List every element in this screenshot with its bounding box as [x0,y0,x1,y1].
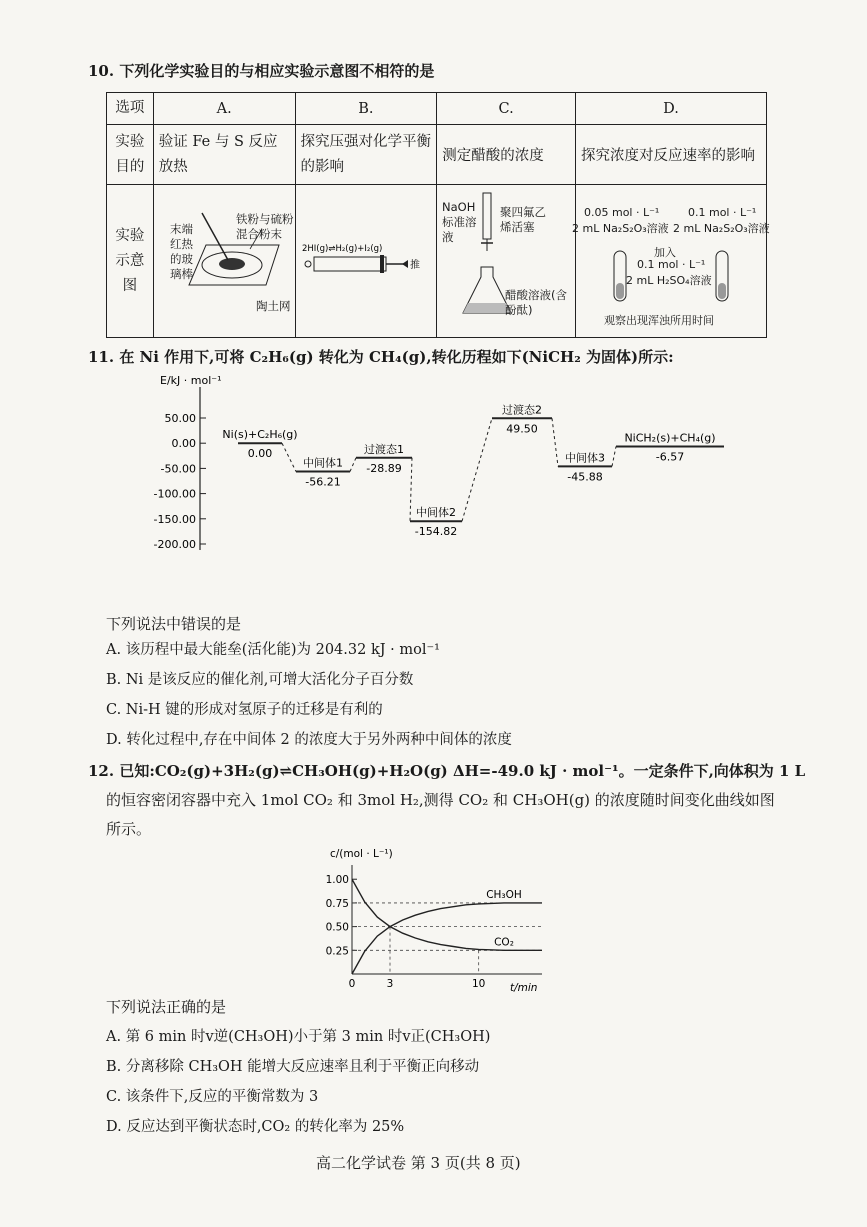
fig-d-add-vol: 2 mL H₂SO₄溶液 [626,274,712,287]
energy-connector [350,458,356,472]
fig-c-acid-label: 醋酸溶液(含酚酞) [505,288,567,317]
liquid-left [616,283,624,299]
energy-state-label: 中间体3 [565,451,605,465]
q10-stem: 10. 下列化学实验目的与相应实验示意图不相符的是 [88,62,435,80]
row-diagram-label: 实验示意图 [107,185,154,338]
figure-b [295,185,437,338]
fig-d-add: 加入 [654,246,676,259]
q12-stem-line1: 12. 已知:CO₂(g)+3H₂(g)⇌CH₃OH(g)+H₂O(g) ΔH=-49.0 kJ · mol⁻¹。一定条件下,向体积为 1 L [88,762,806,780]
header-d: D. [576,93,767,125]
q12-option-a: A. 第 6 min 时v逆(CH₃OH)小于第 3 min 时v正(CH₃OH) [106,1029,491,1045]
energy-value-label: -28.89 [366,461,402,475]
fig-d-observe: 观察出现浑浊所用时间 [604,314,714,327]
hi-equation: 2HI(g)⇌H₂(g)+I₂(g) [301,244,382,254]
energy-ytick-label: -100.00 [153,487,196,501]
valve-icon [305,261,311,267]
header-option: 选项 [107,93,154,125]
energy-ytick-label: 50.00 [164,412,196,425]
push-arrow [402,260,408,268]
q12-option-c: C. 该条件下,反应的平衡常数为 3 [106,1089,319,1105]
conc-ylabel: c/(mol · L⁻¹) [330,848,393,860]
energy-ytick-label: 0.00 [171,437,196,451]
q11-stem: 11. 在 Ni 作用下,可将 C₂H₆(g) 转化为 CH₄(g),转化历程如下(NiCH₂ 为固体)所示: [88,348,674,366]
energy-state-label: 过渡态1 [364,442,404,456]
energy-state-label: 中间体1 [303,456,343,470]
header-b: B. [295,93,437,125]
conc-ytick-label: 0.50 [325,921,349,934]
conc-xlabel: t/min [510,982,538,994]
concentration-chart [300,845,550,995]
energy-connector [410,458,412,521]
conc-series-label: CH₃OH [486,888,522,901]
energy-value-label: -45.88 [567,470,603,484]
q12-stem-line3: 所示。 [106,820,152,838]
q11-option-a: A. 该历程中最大能垒(活化能)为 204.32 kJ · mol⁻¹ [106,642,440,658]
q10-table [106,92,767,338]
header-c: C. [437,93,576,125]
conc-ytick-label: 0.75 [325,897,349,910]
energy-value-label: 49.50 [506,422,538,436]
purpose-a: 验证 Fe 与 S 反应放热 [153,125,295,185]
energy-ytick-label: -50.00 [160,462,196,476]
energy-state-label: 中间体2 [416,506,456,520]
energy-connector [612,447,616,467]
energy-ytick-label: -150.00 [153,512,196,526]
push-label: 推 [409,260,420,271]
fig-d-add-conc: 0.1 mol · L⁻¹ [637,258,706,271]
q12-stem-line2: 的恒容密闭容器中充入 1mol CO₂ 和 3mol H₂,测得 CO₂ 和 CH₃OH(g) 的浓度随时间变化曲线如图 [106,791,775,809]
conc-ytick-label: 1.00 [325,874,349,887]
energy-diagram [150,372,750,602]
purpose-b: 探究压强对化学平衡的影响 [295,125,437,185]
q12-option-d: D. 反应达到平衡状态时,CO₂ 的转化率为 25% [106,1119,405,1135]
liquid-right [718,283,726,299]
fig-d-left-vol: 2 mL Na₂S₂O₃溶液 [572,222,669,235]
purpose-d: 探究浓度对反应速率的影响 [576,125,767,185]
energy-value-label: 0.00 [247,447,273,461]
q12-option-b: B. 分离移除 CH₃OH 能增大反应速率且利于平衡正向移动 [106,1059,480,1075]
glass-rod [202,213,228,260]
energy-connector [462,418,492,521]
conc-ytick-label: 0.25 [325,945,349,958]
q11-option-d: D. 转化过程中,存在中间体 2 的浓度大于另外两种中间体的浓度 [106,732,512,748]
q12-question: 下列说法正确的是 [106,998,227,1016]
purpose-c: 测定醋酸的浓度 [437,125,576,185]
row-purpose-label: 实验目的 [107,125,154,185]
page-footer: 高二化学试卷 第 3 页(共 8 页) [316,1154,521,1172]
header-a: A. [153,93,295,125]
q11-option-b: B. Ni 是该反应的催化剂,可增大活化分子百分数 [106,672,414,688]
conc-xtick-label: 3 [386,978,394,990]
energy-value-label: -154.82 [414,525,458,539]
fig-d-left-conc: 0.05 mol · L⁻¹ [584,206,660,219]
fig-d-right-vol: 2 mL Na₂S₂O₃溶液 [673,222,770,235]
energy-ytick-label: -200.00 [153,538,196,551]
fig-a-net-label: 陶土网 [256,299,291,313]
fig-d-right-conc: 0.1 mol · L⁻¹ [688,206,757,219]
energy-state-label: 过渡态2 [502,403,542,417]
energy-ylabel: E/kJ · mol⁻¹ [160,374,222,387]
fig-c-valve-label: 聚四氟乙烯活塞 [500,205,546,234]
plunger [380,255,384,273]
fig-a-rod-label: 末端红热的玻璃棒 [170,222,193,281]
energy-value-label: -6.57 [655,450,685,464]
fig-c-naoh-label: NaOH标准溶液 [442,200,477,244]
figure-b-svg [296,185,429,333]
energy-connector [552,418,558,466]
q11-option-c: C. Ni-H 键的形成对氢原子的迁移是有利的 [106,702,383,718]
energy-state-label: NiCH₂(s)+CH₄(g) [624,431,716,445]
powder-pile [219,258,245,270]
q11-question: 下列说法中错误的是 [106,615,242,633]
conc-series-label: CO₂ [494,936,514,949]
fig-a-powder-label: 铁粉与硫粉混合粉末 [236,212,294,241]
burette [483,193,491,239]
energy-value-label: -56.21 [305,475,341,489]
energy-state-label: Ni(s)+C₂H₆(g) [222,428,298,442]
conc-xtick-label: 0 [348,978,356,990]
syringe-barrel [314,257,386,271]
conc-xtick-label: 10 [471,978,486,990]
energy-connector [282,443,296,471]
